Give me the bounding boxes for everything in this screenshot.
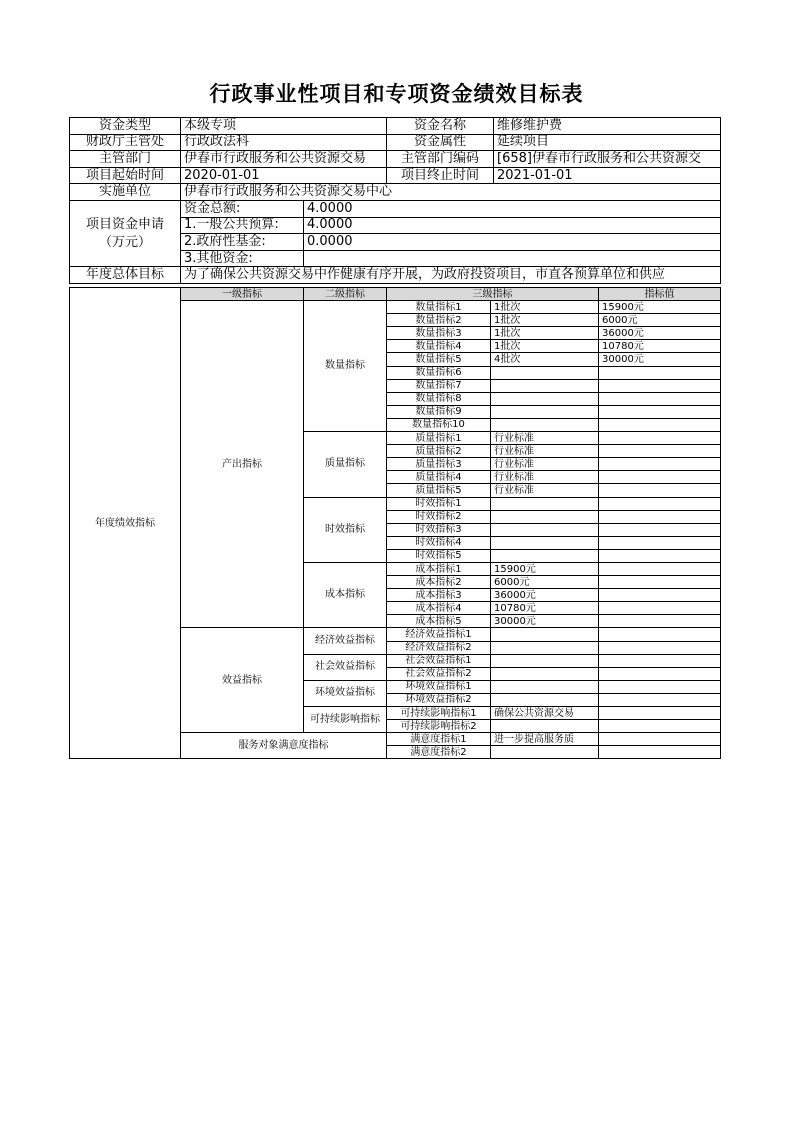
apply-label: 项目资金申请 （万元） [70,200,181,266]
indicator-name: 质量指标5 [387,484,491,497]
indicator-name: 数量指标10 [387,418,491,431]
table-row [70,288,721,301]
dept-label: 主管部门 [70,151,181,168]
table-row [70,200,721,217]
basic-info-table [69,117,721,284]
indicator-value [491,628,599,641]
indicator-name: 成本指标3 [387,589,491,602]
header-level3: 三级指标 [387,288,599,301]
indicator-target [599,484,721,497]
indicator-name: 可持续影响指标1 [387,707,491,720]
fund-name-value: 维修维护费 [494,118,721,135]
indicator-target: 10780元 [599,340,721,353]
indicator-name: 数量指标1 [387,301,491,314]
indicator-target [599,418,721,431]
table-row [70,267,721,284]
indicator-target [599,458,721,471]
indicator-name: 数量指标5 [387,353,491,366]
indicator-name: 质量指标2 [387,445,491,458]
indicator-name: 成本指标2 [387,576,491,589]
indicator-value: 10780元 [491,602,599,615]
indicator-value [491,510,599,523]
gov-fund-value: 0.0000 [304,234,721,251]
indicator-name: 成本指标4 [387,602,491,615]
total-label: 资金总额: [181,200,304,217]
indicator-value: 行业标准 [491,432,599,445]
indicator-value: 行业标准 [491,458,599,471]
table-row [70,167,721,184]
indicator-name: 质量指标1 [387,432,491,445]
level2-cost: 成本指标 [304,562,387,627]
indicator-name: 时效指标4 [387,536,491,549]
general-value: 4.0000 [304,217,721,234]
indicator-value [491,693,599,706]
other-label: 3.其他资金: [181,250,304,267]
unit-value: 伊春市行政服务和公共资源交易中心 [181,184,721,201]
indicator-value [491,418,599,431]
indicator-name: 质量指标4 [387,471,491,484]
indicator-value: 行业标准 [491,445,599,458]
header-level1: 一级指标 [181,288,304,301]
indicator-name: 数量指标2 [387,314,491,327]
performance-table [69,287,721,759]
indicator-target [599,510,721,523]
indicator-target [599,471,721,484]
other-value [304,250,721,267]
fund-attr-value: 延续项目 [494,134,721,151]
indicator-name: 环境效益指标1 [387,680,491,693]
indicator-value: 6000元 [491,576,599,589]
fund-name-label: 资金名称 [387,118,494,135]
indicator-value [491,667,599,680]
satisfaction-label: 服务对象满意度指标 [181,733,387,759]
indicator-value [491,523,599,536]
indicator-value [491,536,599,549]
indicator-value: 1批次 [491,314,599,327]
start-value: 2020-01-01 [181,167,387,184]
indicator-target [599,366,721,379]
indicator-value [491,654,599,667]
dept-code-value: [658]伊春市行政服务和公共资源交 [494,151,721,168]
indicator-name: 经济效益指标1 [387,628,491,641]
indicator-target: 36000元 [599,327,721,340]
indicator-value: 36000元 [491,589,599,602]
indicator-target [599,523,721,536]
indicator-name: 时效指标3 [387,523,491,536]
fund-type-value: 本级专项 [181,118,387,135]
indicator-value: 30000元 [491,615,599,628]
unit-label: 实施单位 [70,184,181,201]
indicator-value [491,379,599,392]
indicator-target [599,615,721,628]
header-level2: 二级指标 [304,288,387,301]
indicator-target: 6000元 [599,314,721,327]
indicator-target [599,654,721,667]
level2-social: 社会效益指标 [304,654,387,680]
indicator-value [491,641,599,654]
indicator-target: 15900元 [599,301,721,314]
indicator-target [599,432,721,445]
indicator-name: 时效指标5 [387,549,491,562]
indicator-name: 数量指标7 [387,379,491,392]
indicator-target [599,641,721,654]
indicator-target [599,602,721,615]
indicator-value: 确保公共资源交易 [491,707,599,720]
level2-quality: 质量指标 [304,432,387,497]
indicator-name: 成本指标1 [387,562,491,575]
indicator-value: 1批次 [491,340,599,353]
indicator-target [599,589,721,602]
goal-value: 为了确保公共资源交易中作健康有序开展，为政府投资项目，市直各预算单位和供应 [181,267,721,284]
indicator-value: 1批次 [491,301,599,314]
end-label: 项目终止时间 [387,167,494,184]
indicator-target [599,733,721,746]
level1-output: 产出指标 [181,301,304,628]
indicator-target [599,680,721,693]
total-value: 4.0000 [304,200,721,217]
indicator-value [491,720,599,733]
page-title: 行政事业性项目和专项资金绩效目标表 [209,82,584,106]
indicator-name: 时效指标1 [387,497,491,510]
indicator-name: 成本指标5 [387,615,491,628]
dept-office-value: 行政政法科 [181,134,387,151]
indicator-name: 数量指标9 [387,405,491,418]
table-row [70,118,721,135]
level2-environment: 环境效益指标 [304,680,387,706]
indicator-target [599,549,721,562]
indicator-name: 社会效益指标1 [387,654,491,667]
indicator-name: 可持续影响指标2 [387,720,491,733]
fund-attr-label: 资金属性 [387,134,494,151]
indicator-target [599,667,721,680]
indicator-value: 行业标准 [491,471,599,484]
indicator-target [599,628,721,641]
indicator-target [599,536,721,549]
indicator-target [599,445,721,458]
indicator-value: 行业标准 [491,484,599,497]
goal-label: 年度总体目标 [70,267,181,284]
indicator-target [599,693,721,706]
indicator-target [599,497,721,510]
indicator-target [599,707,721,720]
indicator-name: 数量指标8 [387,392,491,405]
indicator-target [599,746,721,759]
perf-label: 年度绩效指标 [70,288,181,759]
indicator-name: 满意度指标2 [387,746,491,759]
indicator-value [491,549,599,562]
indicator-target [599,379,721,392]
end-value: 2021-01-01 [494,167,721,184]
indicator-name: 满意度指标1 [387,733,491,746]
dept-code-label: 主管部门编码 [387,151,494,168]
indicator-target [599,576,721,589]
dept-value: 伊春市行政服务和公共资源交易 [181,151,387,168]
table-row [70,151,721,168]
table-row [70,134,721,151]
indicator-name: 环境效益指标2 [387,693,491,706]
table-row [70,184,721,201]
indicator-value: 4批次 [491,353,599,366]
dept-office-label: 财政厅主管处 [70,134,181,151]
indicator-name: 质量指标3 [387,458,491,471]
start-label: 项目起始时间 [70,167,181,184]
indicator-target [599,405,721,418]
indicator-target [599,562,721,575]
indicator-value [491,680,599,693]
indicator-value [491,405,599,418]
level2-timeliness: 时效指标 [304,497,387,562]
indicator-name: 社会效益指标2 [387,667,491,680]
indicator-name: 数量指标6 [387,366,491,379]
indicator-name: 时效指标2 [387,510,491,523]
indicator-value: 进一步提高服务质 [491,733,599,746]
indicator-value [491,392,599,405]
indicator-value: 1批次 [491,327,599,340]
indicator-value [491,366,599,379]
level1-effect: 效益指标 [181,628,304,733]
indicator-target [599,392,721,405]
indicator-name: 数量指标3 [387,327,491,340]
indicator-value [491,497,599,510]
header-value: 指标值 [599,288,721,301]
level2-quantity: 数量指标 [304,301,387,432]
indicator-name: 数量指标4 [387,340,491,353]
level2-economic: 经济效益指标 [304,628,387,654]
indicator-value: 15900元 [491,562,599,575]
fund-type-label: 资金类型 [70,118,181,135]
indicator-target [599,720,721,733]
indicator-target: 30000元 [599,353,721,366]
general-label: 1.一般公共预算: [181,217,304,234]
indicator-name: 经济效益指标2 [387,641,491,654]
indicator-value [491,746,599,759]
level2-sustain: 可持续影响指标 [304,707,387,733]
gov-fund-label: 2.政府性基金: [181,234,304,251]
